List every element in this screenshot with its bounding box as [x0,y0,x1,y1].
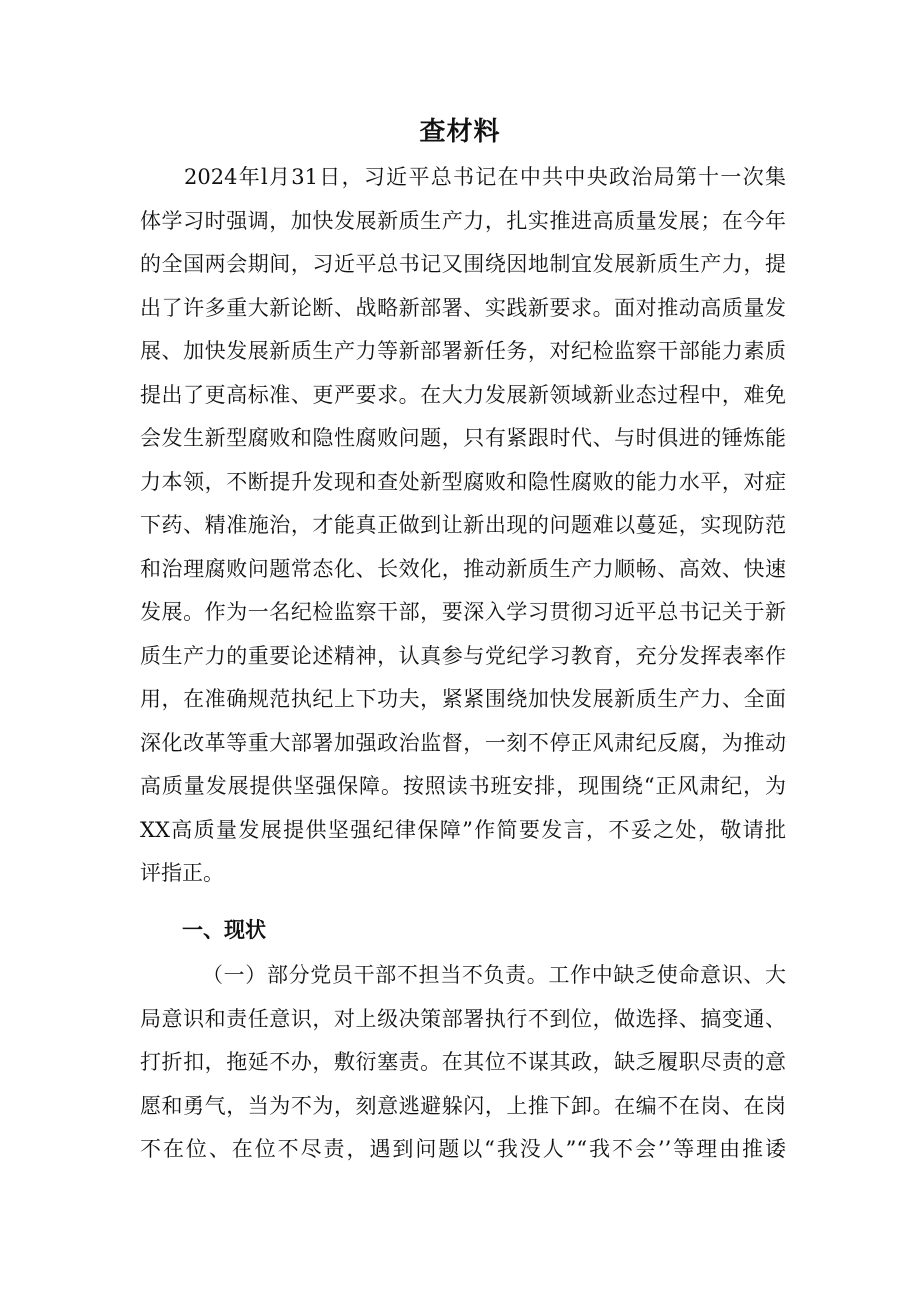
paragraph-line: 质生产力的重要论述精神，认真参与党纪学习教育，充分发挥表率作 [140,643,786,668]
paragraph-line: 不在位、在位不尽责，遇到问题以“我没人”“我不会’’等理由推诿 [140,1137,786,1161]
paragraph-line: 出了许多重大新论断、战略新部署、实践新要求。面对推动高质量发 [140,295,786,320]
paragraph-line: 深化改革等重大部署加强政治监督，一刻不停正风肃纪反腐，为推动 [140,730,786,755]
paragraph-line: 下药、精准施治，才能真正做到让新出现的问题难以蔓延，实现防范 [140,513,786,537]
paragraph-line: 提出了更高标准、更严要求。在大力发展新领域新业态过程中，难免 [140,382,786,407]
paragraph-line: 和治理腐败问题常态化、长效化，推动新质生产力顺畅、高效、快速 [140,556,786,581]
paragraph-line: XX高质量发展提供坚强纪律保障”作简要发言，不妥之处，敬请批 [140,817,786,842]
section-heading: 一、现状 [182,918,266,942]
paragraph-line: 的全国两会期间，习近平总书记又围绕因地制宜发展新质生产力，提 [140,252,786,276]
paragraph-line: 会发生新型腐败和隐性腐败问题，只有紧跟时代、与时俱进的锤炼能 [140,426,786,450]
document-title: 查材料 [419,117,501,147]
paragraph-line: （一）部分党员干部不担当不负责。工作中缺乏使命意识、大 [202,963,786,987]
paragraph-line: 局意识和责任意识，对上级决策部署执行不到位，做选择、搞变通、 [140,1006,786,1031]
paragraph-line: 用，在准确规范执纪上下功夫，紧紧围绕加快发展新质生产力、全面 [140,687,786,711]
paragraph-line: 愿和勇气，当为不为，刻意逃避躲闪，上推下卸。在编不在岗、在岗 [140,1093,786,1118]
intro-paragraph [140,156,786,896]
paragraph-line: 力本领，不断提升发现和查处新型腐败和隐性腐败的能力水平，对症 [140,469,786,494]
paragraph-line: 发展。作为一名纪检监察干部，要深入学习贯彻习近平总书记关于新 [140,600,786,624]
section-paragraph [140,954,786,1172]
paragraph-line: 打折扣，拖延不办，敷衍塞责。在其位不谋其政，缺乏履职尽责的意 [140,1050,786,1074]
paragraph-line: 体学习时强调，加快发展新质生产力，扎实推进高质量发展；在今年 [140,208,786,233]
paragraph-line: 展、加快发展新质生产力等新部署新任务，对纪检监察干部能力素质 [140,339,786,363]
paragraph-line: 高质量发展提供坚强保障。按照读书班安排，现围绕“正风肃纪，为 [140,774,786,798]
paragraph-line: 评指正。 [140,861,224,885]
paragraph-line: 2024年l月31日，习近平总书记在中共中央政治局第十一次集 [184,165,786,189]
